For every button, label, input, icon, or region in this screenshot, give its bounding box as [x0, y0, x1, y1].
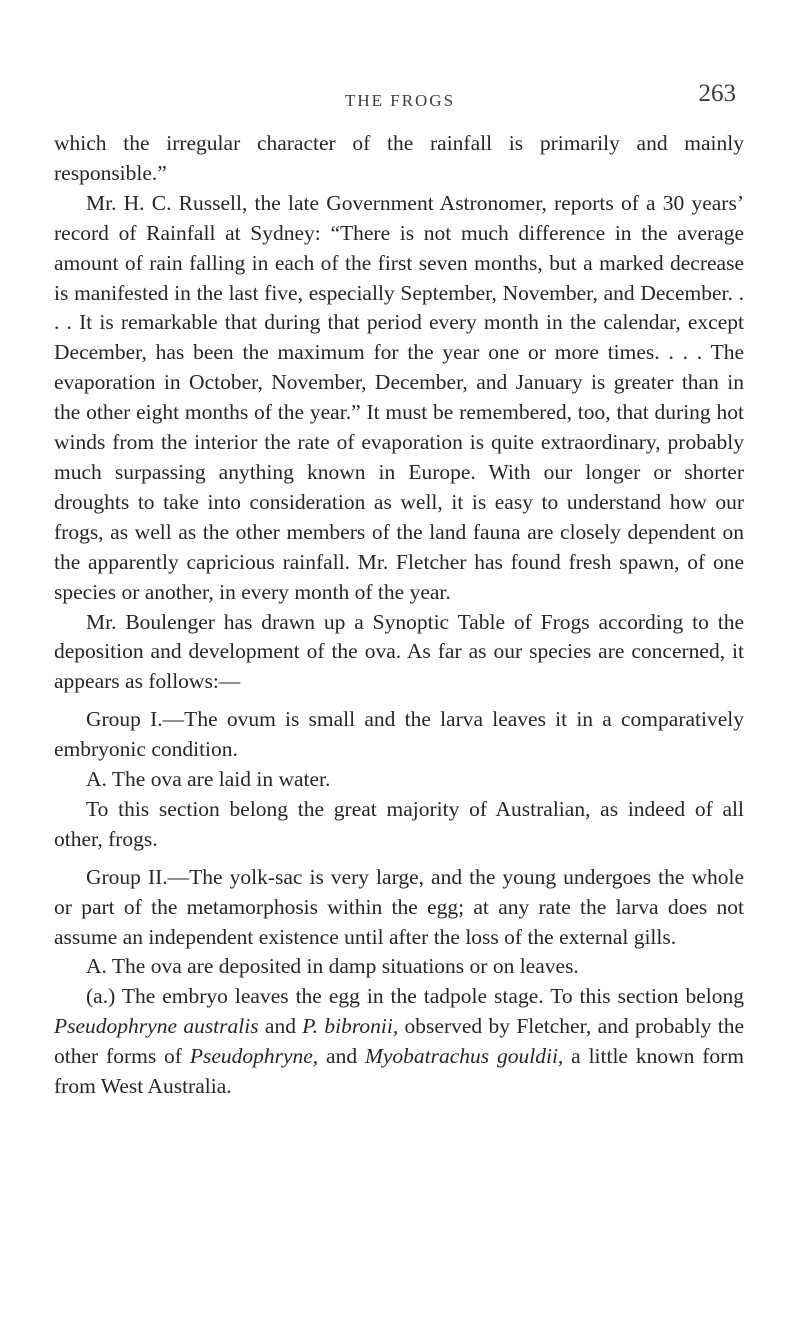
- text-run: and: [318, 1044, 365, 1069]
- running-head: THE FROGS: [344, 91, 456, 110]
- page-number: 263: [698, 80, 736, 107]
- text-run: and: [258, 1014, 303, 1039]
- paragraph-section-a-water: [54, 765, 744, 795]
- paragraph-boulenger-table: Mr. Boulenger has drawn up a Synoptic Table of Frogs according to the deposition and development of the ova. As far as our species are concerned, it appears as follows:—: [54, 609, 744, 694]
- text-run: (a.) The embryo leaves the egg in the tadpole stage. To this section belong: [86, 984, 744, 1009]
- section-label: A.: [86, 954, 107, 979]
- section-text: The ova are deposited in damp situations or on leaves.: [111, 954, 579, 979]
- body-text: [54, 129, 744, 1102]
- species-name: P. bibronii,: [302, 1014, 399, 1039]
- paragraph-subsection-a: [54, 982, 744, 1102]
- species-name: Pseudophryne,: [189, 1044, 319, 1069]
- paragraph-continuation: which the irregular character of the rainfall is primarily and mainly responsible.”: [54, 131, 744, 185]
- paragraph-group-one: Group I.—The ovum is small and the larva leaves it in a comparatively embryonic condition.: [54, 707, 744, 762]
- paragraph-russell-report: Mr. H. C. Russell, the late Government Astronomer, reports of a 30 years’ record of Rainfall at Sydney: “There is not much difference in the average amount of rain falling in each of the first seven months, but a marked decrease is manifested in the last five, especially September, November, and December. . . . It is remarkable that during that period every month in the calendar, except December, has been the maximum for the year one or more times. . . . The evaporation in October, November, December, and January is greater than in the other eight months of the year.” It must be remembered, too, that during hot winds from the interior the rate of evaporation is quite extraordinary, probably much surpassing anything known in Europe. With our longer or shorter droughts to take into consideration as well, it is easy to understand how our frogs, as well as the other members of the land fauna are closely dependent on the apparently capricious rainfall. Mr. Fletcher has found fresh spawn, of one species or another, in every month of the year.: [54, 190, 744, 604]
- paragraph-group-two: Group II.—The yolk-sac is very large, and the young undergoes the whole or part of the metamorphosis within the egg; at any rate the larva does not assume an independent existence until after the loss of the external gills.: [54, 864, 744, 949]
- paragraph-section-a-damp: [54, 952, 744, 982]
- species-name: Pseudophryne australis: [54, 1014, 259, 1039]
- section-text: The ova are laid in water.: [111, 767, 331, 792]
- paragraph-australian-majority: To this section belong the great majority of Australian, as indeed of all other, frogs.: [54, 796, 744, 851]
- section-label: A.: [86, 767, 107, 792]
- text-run: a little known form from West Australia.: [54, 1044, 745, 1099]
- species-name: Myobatrachus gouldii,: [364, 1044, 564, 1069]
- text-run: observed by Fletcher, and probably the other forms of: [54, 1014, 744, 1069]
